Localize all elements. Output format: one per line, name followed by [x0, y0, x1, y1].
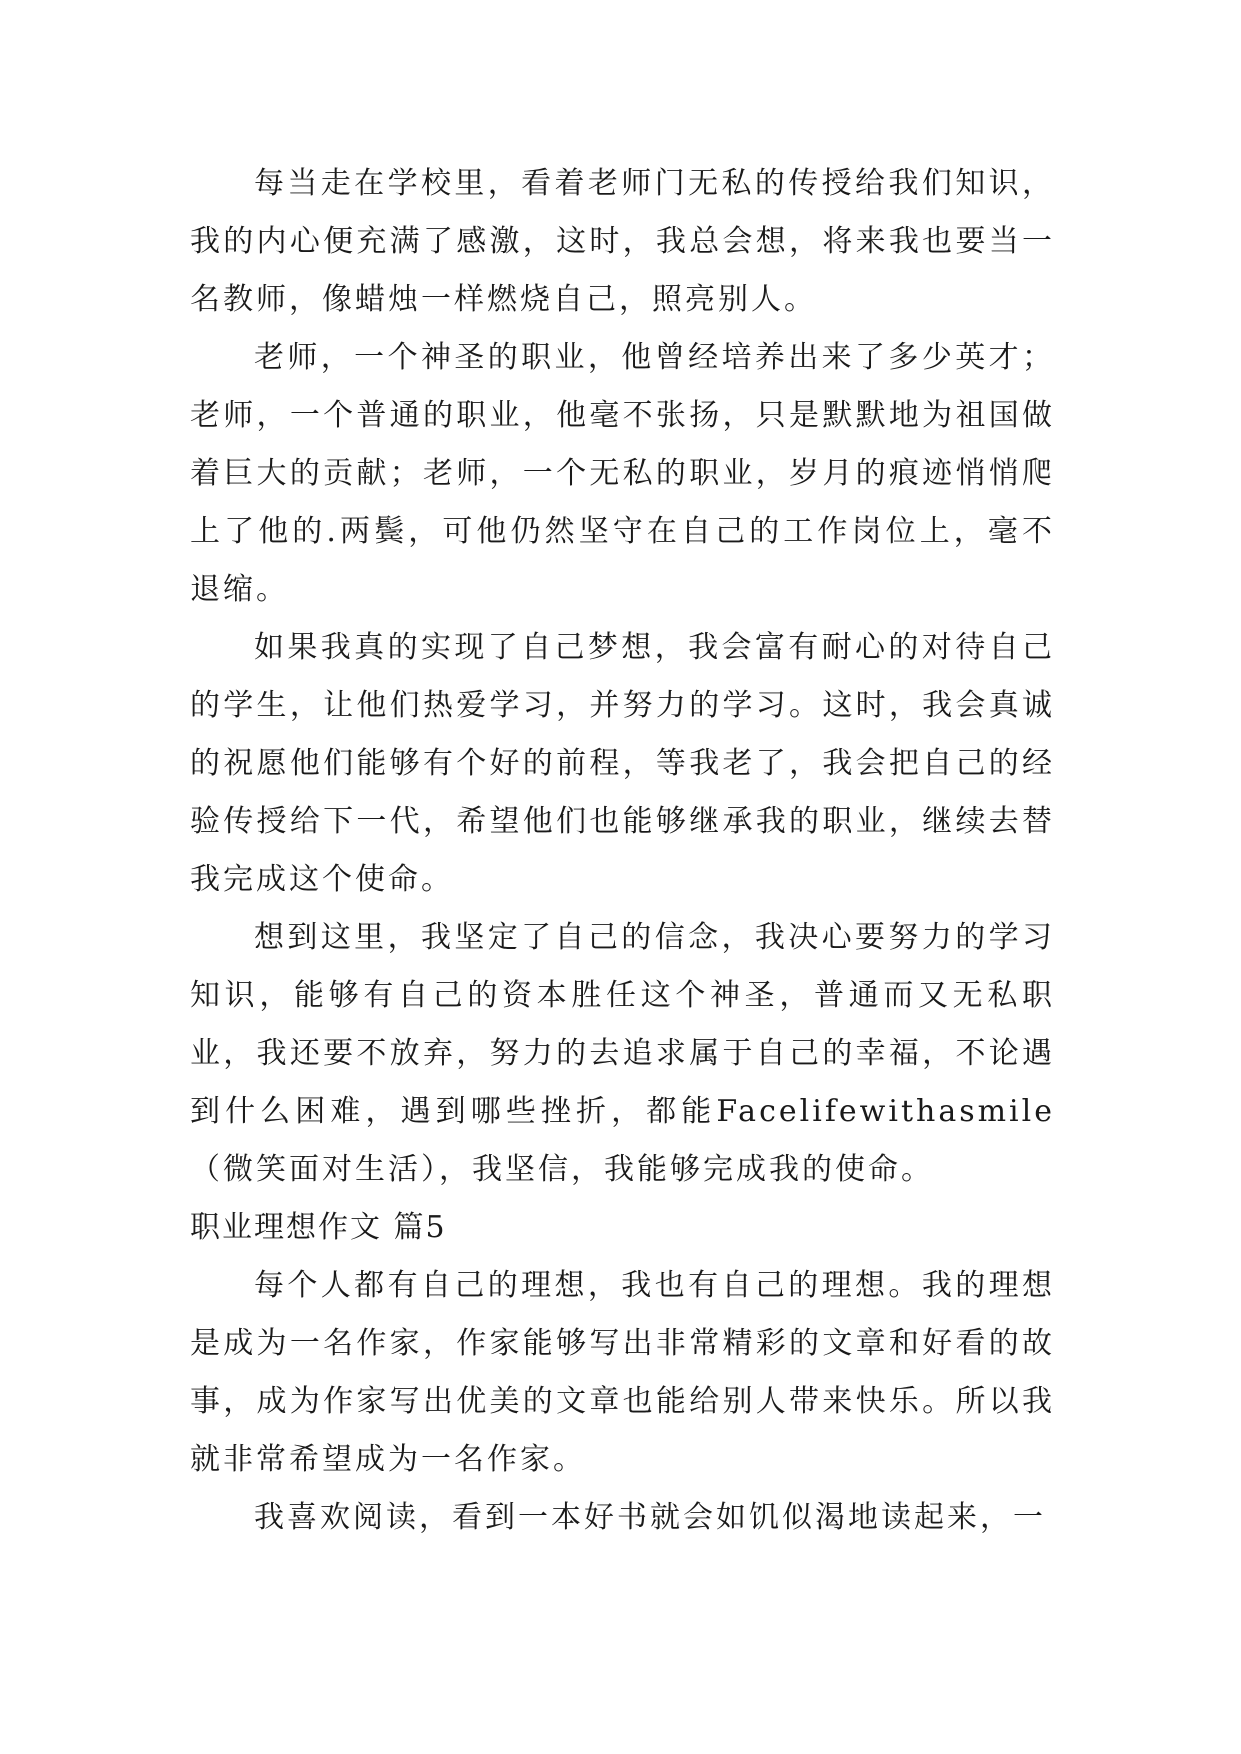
paragraph-3: 如果我真的实现了自己梦想，我会富有耐心的对待自己的学生，让他们热爱学习，并努力的学习。这时，我会真诚的祝愿他们能够有个好的前程，等我老了，我会把自己的经验传授给下一代，希望他们也能够继承我的职业，继续去替我完成这个使命。	[190, 630, 1055, 897]
section-heading: 职业理想作文 篇5	[190, 1210, 447, 1245]
paragraph-4: 想到这里，我坚定了自己的信念，我决心要努力的学习知识，能够有自己的资本胜任这个神圣，普通而又无私职业，我还要不放弃，努力的去追求属于自己的幸福，不论遇到什么困难，遇到哪些挫折，都能Facelifewithasmile（微笑面对生活），我坚信，我能够完成我的使命。	[190, 920, 1055, 1187]
document-body	[190, 155, 1055, 1547]
paragraph-5: 每个人都有自己的理想，我也有自己的理想。我的理想是成为一名作家，作家能够写出非常精彩的文章和好看的故事，成为作家写出优美的文章也能给别人带来快乐。所以我就非常希望成为一名作家。	[190, 1268, 1055, 1477]
paragraph-2: 老师，一个神圣的职业，他曾经培养出来了多少英才；老师，一个普通的职业，他毫不张扬，只是默默地为祖国做着巨大的贡献；老师，一个无私的职业，岁月的痕迹悄悄爬上了他的.两鬓，可他仍然坚守在自己的工作岗位上，毫不退缩。	[190, 340, 1055, 607]
paragraph-6: 我喜欢阅读，看到一本好书就会如饥似渴地读起来，一	[254, 1500, 1046, 1535]
paragraph-1: 每当走在学校里，看着老师门无私的传授给我们知识，我的内心便充满了感激，这时，我总会想，将来我也要当一名教师，像蜡烛一样燃烧自己，照亮别人。	[190, 166, 1055, 317]
